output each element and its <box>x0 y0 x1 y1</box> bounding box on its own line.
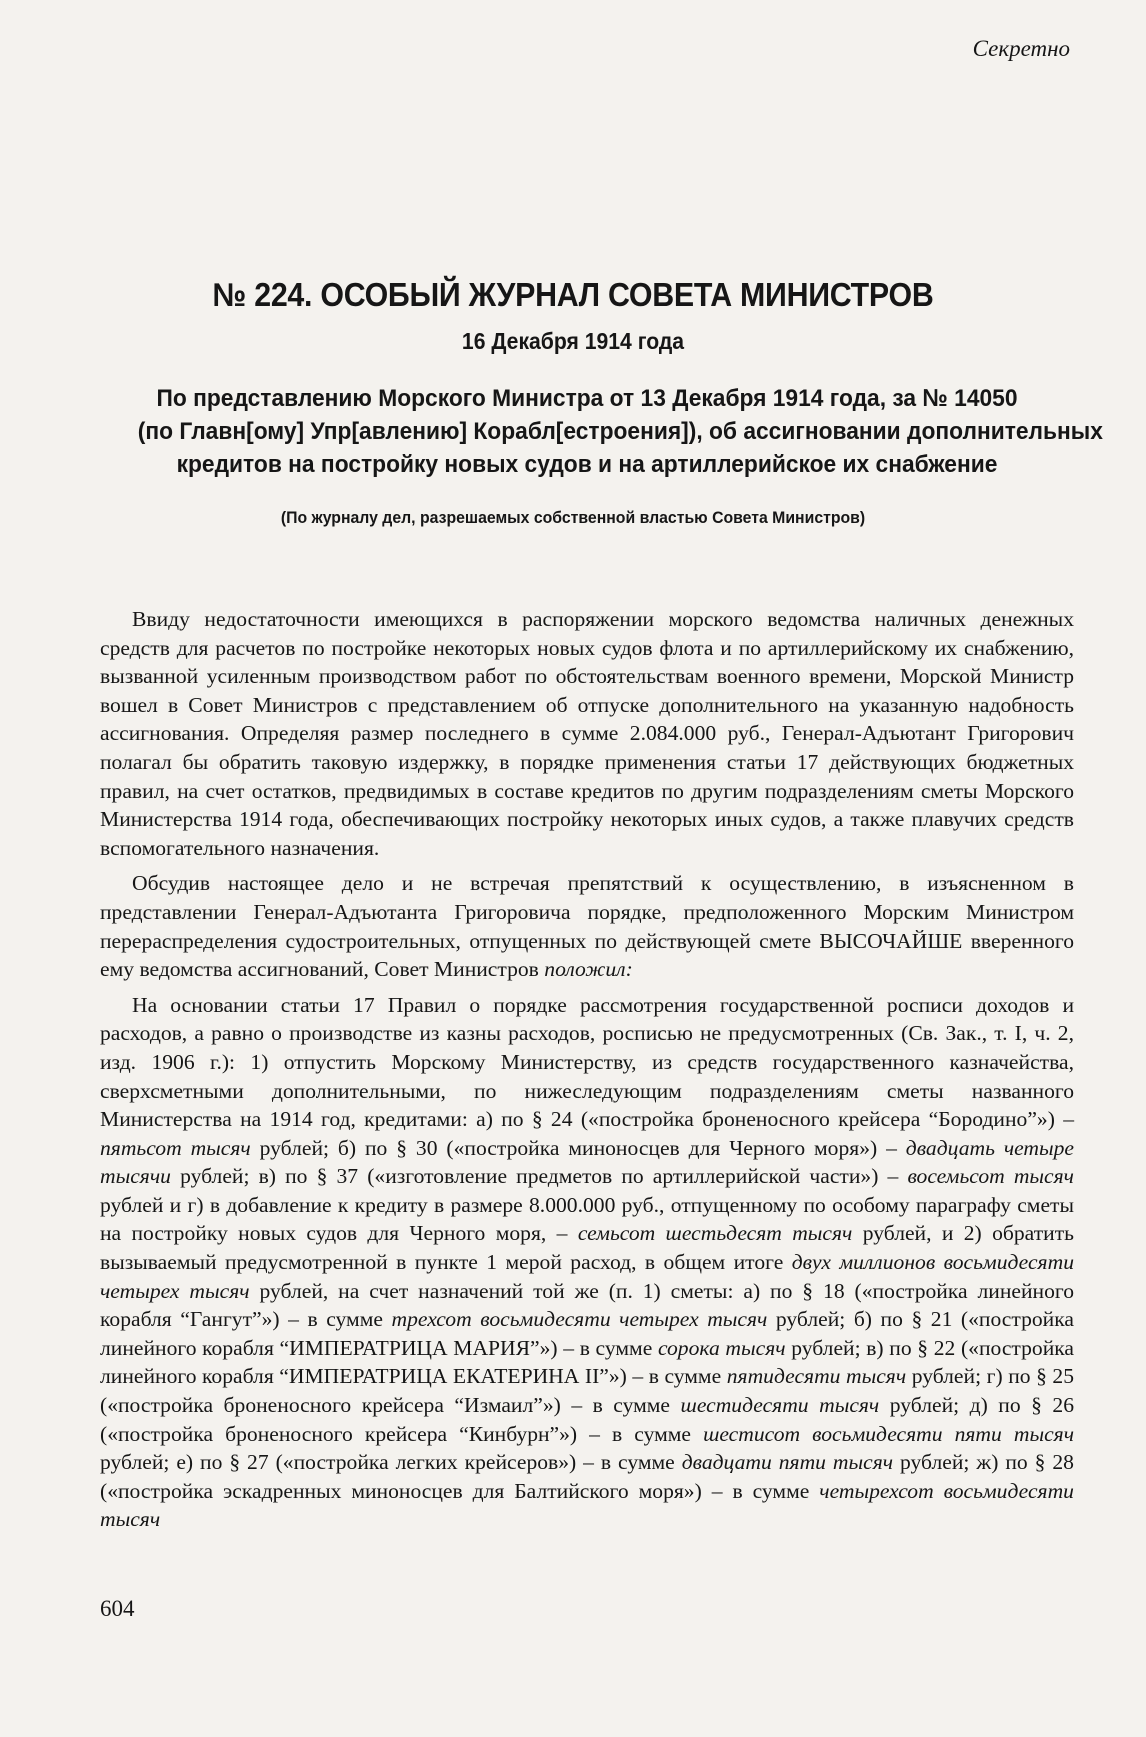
paragraph-2-italic: положил: <box>544 957 633 982</box>
page-title: № 224. ОСОБЫЙ ЖУРНАЛ СОВЕТА МИНИСТРОВ <box>212 276 934 313</box>
p3-italic: семьсот шестьдесят тысяч <box>577 1221 853 1246</box>
p3-italic: сорока тысяч <box>657 1335 786 1360</box>
p3-italic: шестидесяти тысяч <box>680 1393 880 1418</box>
p3-italic: четырехсот восьмидесяти тысяч <box>100 1478 1074 1532</box>
subject-line: кредитов на постройку новых судов и на артиллерийское их снабжение <box>176 451 998 478</box>
p3-text: рублей; б) по § 21 («постройка линейного корабля “ИМПЕРАТРИЦА МАРИЯ”») – в сумме <box>100 1307 1074 1360</box>
p3-italic: двух миллионов восьмидесяти четырех тысяч <box>100 1250 1074 1303</box>
secret-label: Секретно <box>972 36 1070 61</box>
p3-text: рублей; д) по § 26 («постройка броненосного крейсера “Кинбурн”») – в сумме <box>100 1393 1075 1446</box>
subject-line: По представлению Морского Министра от 13 Декабря 1914 года, за № 14050 <box>156 385 1018 412</box>
p3-italic: пятьсот тысяч <box>100 1135 251 1160</box>
p3-italic: двадцати пяти тысяч <box>681 1450 894 1475</box>
paragraph-1: Ввиду недостаточности имеющихся в распоряжении морского ведомства наличных денежных средств для расчетов по постройке некоторых новых судов флота и по артиллерийскому их снабжению, вызванной усиленным производством работ по обстоятельствам военного времени, Морской Министр вошел в Совет Министров с представлением об отпуске дополнительного на указанную надобность ассигнования. Определяя размер последнего в сумме 2.084.000 руб., Генерал-Адъютант Григорович полагал бы обратить таковую издержку, в порядке применения статьи 17 действующих бюджетных правил, на счет остатков, предвидимых в составе кредитов по другим подразделениям сметы Морского Министерства 1914 года, обеспечивающих постройку некоторых иных судов, а также плавучих средств вспомогательного назначения. <box>100 607 1074 860</box>
p3-text: На основании статьи 17 Правил о порядке рассмотрения государственной росписи доходов и расходов, а равно о производстве из казны расходов, росписью не предусмотренных (Св. Зак., т. I, ч. 2, изд. 1906 г.): 1) отпустить Морскому Министерству, из средств государственного казначейства, сверхсметными дополнительными, по нижеследующим подразделениям сметы названного Министерства на 1914 год, кредитами: а) по § 24 («постройка броненосного крейсера “Бородино”») – <box>100 992 1074 1132</box>
p3-italic: пятидесяти тысяч <box>726 1364 907 1389</box>
paragraph-2 <box>100 869 1074 983</box>
p3-text: рублей; г) по § 25 («постройка броненосного крейсера “Измаил”») – в сумме <box>100 1364 1074 1418</box>
paragraph-3 <box>100 991 1074 1534</box>
document-subject <box>137 382 1103 481</box>
p3-text: рублей; е) по § 27 («постройка легких крейсеров») – в сумме <box>100 1450 675 1475</box>
p3-text: рублей; ж) по § 28 («постройка эскадренных миноносцев для Балтийского моря») – в сумме <box>100 1450 1074 1503</box>
p3-text: рублей; в) по § 22 («постройка линейного корабля “ИМПЕРАТРИЦА ЕКАТЕРИНА II”») – в сумме <box>100 1335 1075 1389</box>
p3-italic: восемьсот тысяч <box>907 1164 1074 1189</box>
p3-italic: шестисот восьмидесяти пяти тысяч <box>703 1421 1075 1446</box>
p3-text: рублей; в) по § 37 («изготовление предметов по артиллерийской части») – <box>180 1164 899 1189</box>
p3-text: рублей; б) по § 30 («постройка миноносцев для Черного моря») – <box>259 1135 897 1160</box>
document-body <box>100 605 1074 1541</box>
p3-italic: двадцать четыре тысячи <box>100 1135 1075 1189</box>
p3-text: рублей, и 2) обратить вызываемый предусмотренной в пункте 1 мерой расход, в общем итоге <box>100 1221 1074 1275</box>
p3-text: рублей и г) в добавление к кредиту в размере 8.000.000 руб., отпущенному по особому параграфу сметы на постройку новых судов для Черного моря, – <box>100 1192 1074 1246</box>
page-number: 604 <box>100 1596 135 1621</box>
journal-note: (По журналу дел, разрешаемых собственной властью Совета Министров) <box>280 508 866 527</box>
p3-italic: трехсот восьмидесяти четырех тысяч <box>391 1307 768 1332</box>
paragraph-2-text: Обсудив настоящее дело и не встречая препятствий к осуществлению, в изъясненном в представлении Генерал-Адъютанта Григоровича порядке, предположенного Морским Министром перераспределения судостроительных, отпущенных по действующей смете ВЫСОЧАЙШЕ вверенного ему ведомства ассигнований, Совет Министров <box>100 871 1074 982</box>
document-date: 16 Декабря 1914 года <box>461 328 685 354</box>
subject-line: (по Главн[ому] Упр[авлению] Корабл[естроения]), об ассигновании дополнительных <box>137 418 1103 445</box>
p3-text: рублей, на счет назначений той же (п. 1) сметы: а) по § 18 («постройка линейного корабля “Гангут”») – в сумме <box>100 1278 1074 1332</box>
